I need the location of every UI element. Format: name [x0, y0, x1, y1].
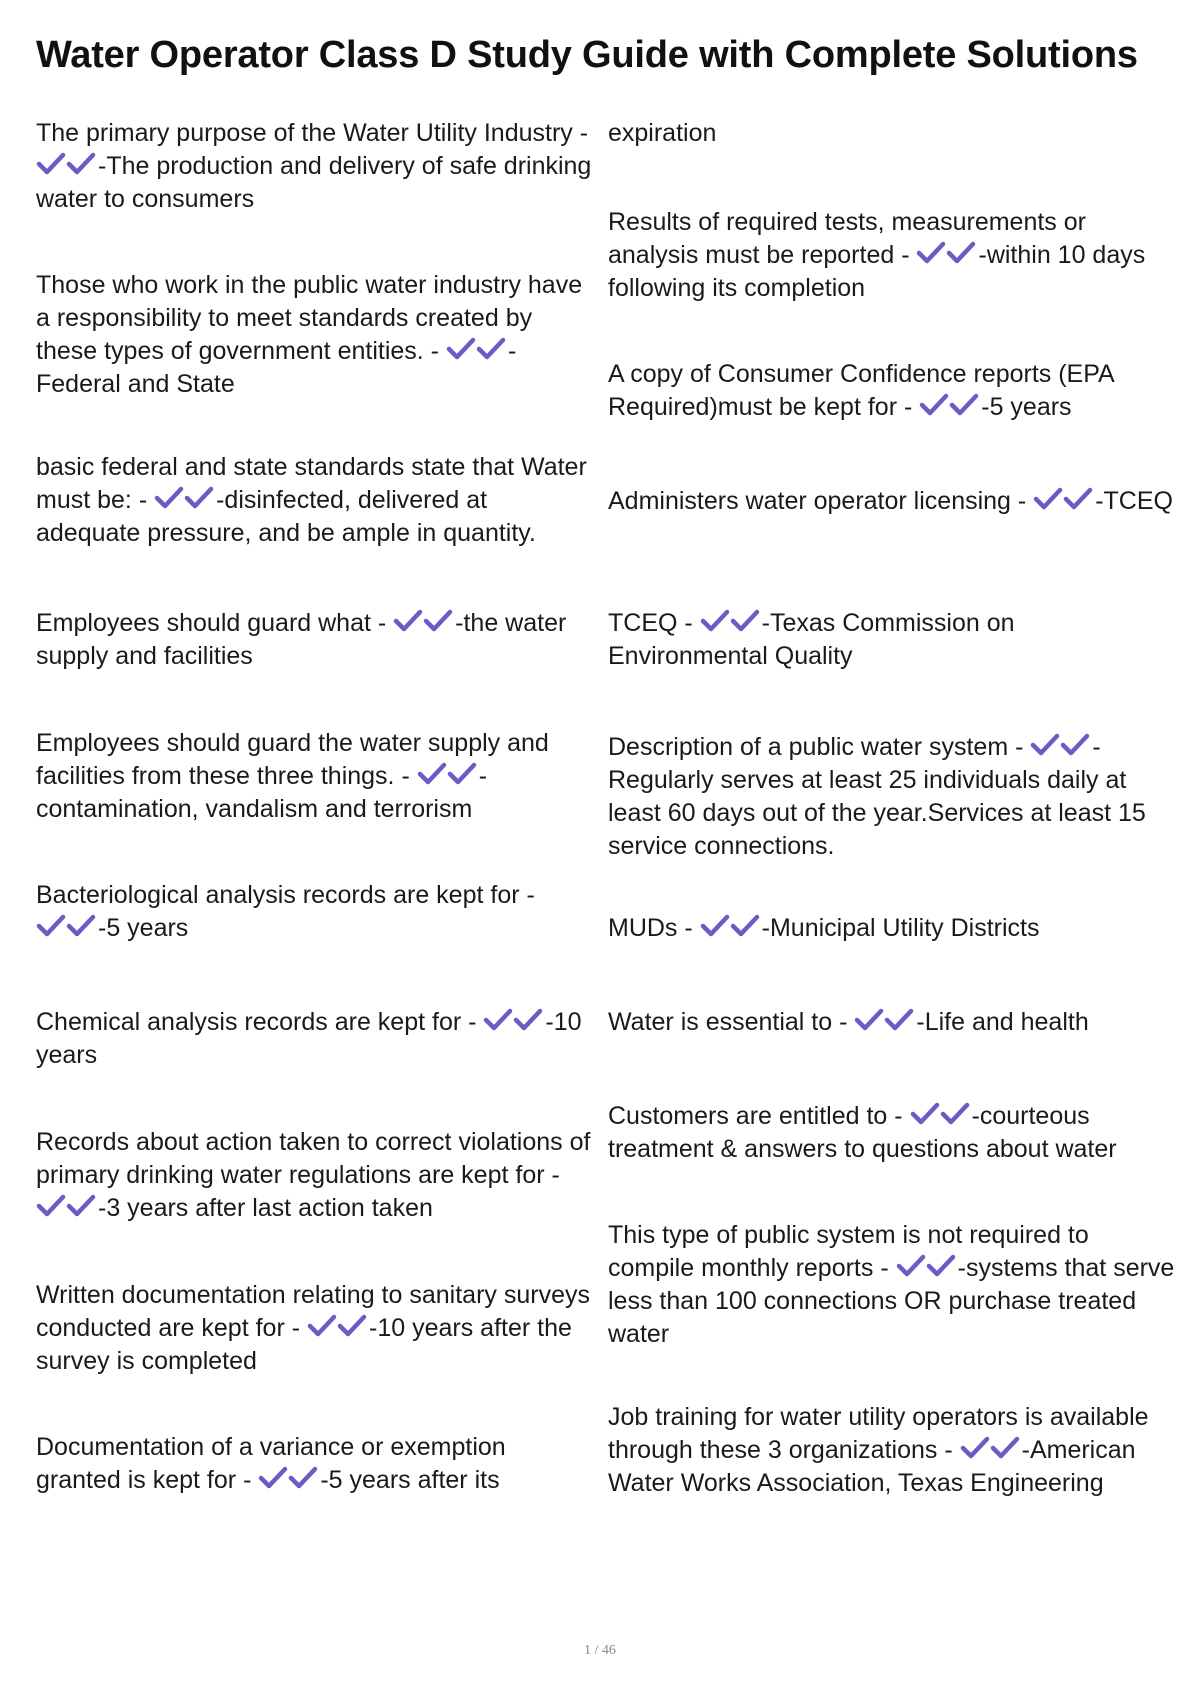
qa-entry: Records about action taken to correct violations of primary drinking water regulations are kept for - -3 years after last action taken: [36, 1128, 591, 1222]
double-checkmark-icon: [916, 241, 978, 265]
qa-entry: Employees should guard the water supply and facilities from these three things. - -contamination, vandalism and terrorism: [36, 729, 549, 823]
question-text: TCEQ: [608, 609, 678, 637]
qa-entry: A copy of Consumer Confidence reports (EPA Required)must be kept for - -5 years: [608, 360, 1114, 421]
question-text: Administers water operator licensing: [608, 487, 1011, 515]
answer-text: courteous treatment & answers to questions about water: [608, 1102, 1117, 1163]
question-text: This type of public system is not required to compile monthly reports: [608, 1221, 1089, 1282]
answer-text: 5 years after its: [328, 1466, 500, 1494]
answer-text: expiration: [608, 119, 717, 147]
answer-text: 10 years after the survey is completed: [36, 1314, 572, 1375]
qa-entry: Water is essential to - -Life and health: [608, 1008, 1089, 1036]
answer-text: Texas Commission on Environmental Quality: [608, 609, 1015, 670]
double-checkmark-icon: [483, 1008, 545, 1032]
answer-text: TCEQ: [1103, 487, 1173, 515]
answer-text: Regularly serves at least 25 individuals daily at least 60 days out of the year.Services at least 15 service connections.: [608, 766, 1146, 860]
question-text: Records about action taken to correct violations of primary drinking water regulations are kept for: [36, 1128, 591, 1189]
question-text: Customers are entitled to: [608, 1102, 888, 1130]
answer-text: American Water Works Association, Texas Engineering: [608, 1436, 1136, 1497]
question-text: MUDs: [608, 914, 678, 942]
answer-text: 3 years after last action taken: [106, 1194, 433, 1222]
question-text: Water is essential to: [608, 1008, 833, 1036]
qa-entry: Written documentation relating to sanitary surveys conducted are kept for - -10 years after the survey is completed: [36, 1281, 590, 1375]
answer-text: 10 years: [36, 1008, 582, 1069]
double-checkmark-icon: [700, 914, 762, 938]
page-number: 1 / 46: [584, 1643, 616, 1658]
question-text: Chemical analysis records are kept for: [36, 1008, 462, 1036]
answer-text: contamination, vandalism and terrorism: [36, 795, 473, 823]
question-text: Job training for water utility operators is available through these 3 organizations: [608, 1403, 1149, 1464]
answer-text: The production and delivery of safe drinking water to consumers: [36, 152, 592, 213]
question-text: Employees should guard what: [36, 609, 371, 637]
double-checkmark-icon: [36, 914, 98, 938]
answer-text: Life and health: [924, 1008, 1089, 1036]
qa-entry: The primary purpose of the Water Utility Industry - -The production and delivery of safe drinking water to consumers: [36, 119, 592, 213]
double-checkmark-icon: [393, 609, 455, 633]
question-text: Employees should guard the water supply and facilities from these three things.: [36, 729, 549, 790]
qa-entry: Chemical analysis records are kept for - -10 years: [36, 1008, 582, 1069]
double-checkmark-icon: [36, 1194, 98, 1218]
question-text: The primary purpose of the Water Utility Industry: [36, 119, 573, 147]
qa-entry: Documentation of a variance or exemption granted is kept for - -5 years after its: [36, 1433, 506, 1494]
double-checkmark-icon: [910, 1102, 972, 1126]
double-checkmark-icon: [700, 609, 762, 633]
qa-entry: MUDs - -Municipal Utility Districts: [608, 914, 1040, 942]
qa-entry: Those who work in the public water industry have a responsibility to meet standards created by these types of government entities. - -Federal and State: [36, 271, 583, 398]
qa-entry: basic federal and state standards state that Water must be: - -disinfected, delivered at adequate pressure, and be ample in quantity.: [36, 453, 587, 547]
question-text: Bacteriological analysis records are kept for: [36, 881, 520, 909]
double-checkmark-icon: [307, 1314, 369, 1338]
double-checkmark-icon: [960, 1436, 1022, 1460]
double-checkmark-icon: [36, 152, 98, 176]
answer-text: systems that serve less than 100 connections OR purchase treated water: [608, 1254, 1175, 1348]
qa-entry: Bacteriological analysis records are kept for - -5 years: [36, 881, 535, 942]
qa-entry: Job training for water utility operators is available through these 3 organizations - -American Water Works Association, Texas Engineering: [608, 1403, 1149, 1497]
double-checkmark-icon: [896, 1254, 958, 1278]
question-text: Description of a public water system: [608, 733, 1009, 761]
double-checkmark-icon: [1030, 733, 1092, 757]
double-checkmark-icon: [854, 1008, 916, 1032]
double-checkmark-icon: [1033, 487, 1095, 511]
answer-text: disinfected, delivered at adequate pressure, and be ample in quantity.: [36, 486, 536, 547]
double-checkmark-icon: [446, 337, 508, 361]
answer-text: within 10 days following its completion: [608, 241, 1146, 302]
question-text: basic federal and state standards state that Water must be:: [36, 453, 587, 514]
double-checkmark-icon: [258, 1466, 320, 1490]
qa-entry: Description of a public water system - -Regularly serves at least 25 individuals daily at least 60 days out of the year.Services at least 15 service connections.: [608, 733, 1146, 860]
question-text: Results of required tests, measurements or analysis must be reported: [608, 208, 1086, 269]
answer-text: the water supply and facilities: [36, 609, 567, 670]
document-title: Water Operator Class D Study Guide with Complete Solutions: [36, 34, 1138, 76]
answer-text: Federal and State: [36, 370, 235, 398]
double-checkmark-icon: [417, 762, 479, 786]
question-text: Documentation of a variance or exemption granted is kept for: [36, 1433, 506, 1494]
qa-entry: Employees should guard what - -the water supply and facilities: [36, 609, 567, 670]
question-text: Those who work in the public water industry have a responsibility to meet standards created by these types of government entities.: [36, 271, 583, 365]
answer-text: 5 years: [989, 393, 1072, 421]
continuation-text: [608, 117, 1176, 150]
answer-text: Municipal Utility Districts: [769, 914, 1040, 942]
qa-entry: This type of public system is not required to compile monthly reports - -systems that serve less than 100 connections OR purchase treated water: [608, 1221, 1175, 1348]
qa-entry: Results of required tests, measurements or analysis must be reported - -within 10 days following its completion: [608, 208, 1146, 302]
qa-entry: TCEQ - -Texas Commission on Environmental Quality: [608, 609, 1015, 670]
qa-entry: Administers water operator licensing - -TCEQ: [608, 487, 1173, 515]
double-checkmark-icon: [919, 393, 981, 417]
qa-entry: Customers are entitled to - -courteous treatment & answers to questions about water: [608, 1102, 1117, 1163]
question-text: A copy of Consumer Confidence reports (EPA Required)must be kept for: [608, 360, 1114, 421]
double-checkmark-icon: [154, 486, 216, 510]
question-text: Written documentation relating to sanitary surveys conducted are kept for: [36, 1281, 590, 1342]
answer-text: 5 years: [106, 914, 189, 942]
